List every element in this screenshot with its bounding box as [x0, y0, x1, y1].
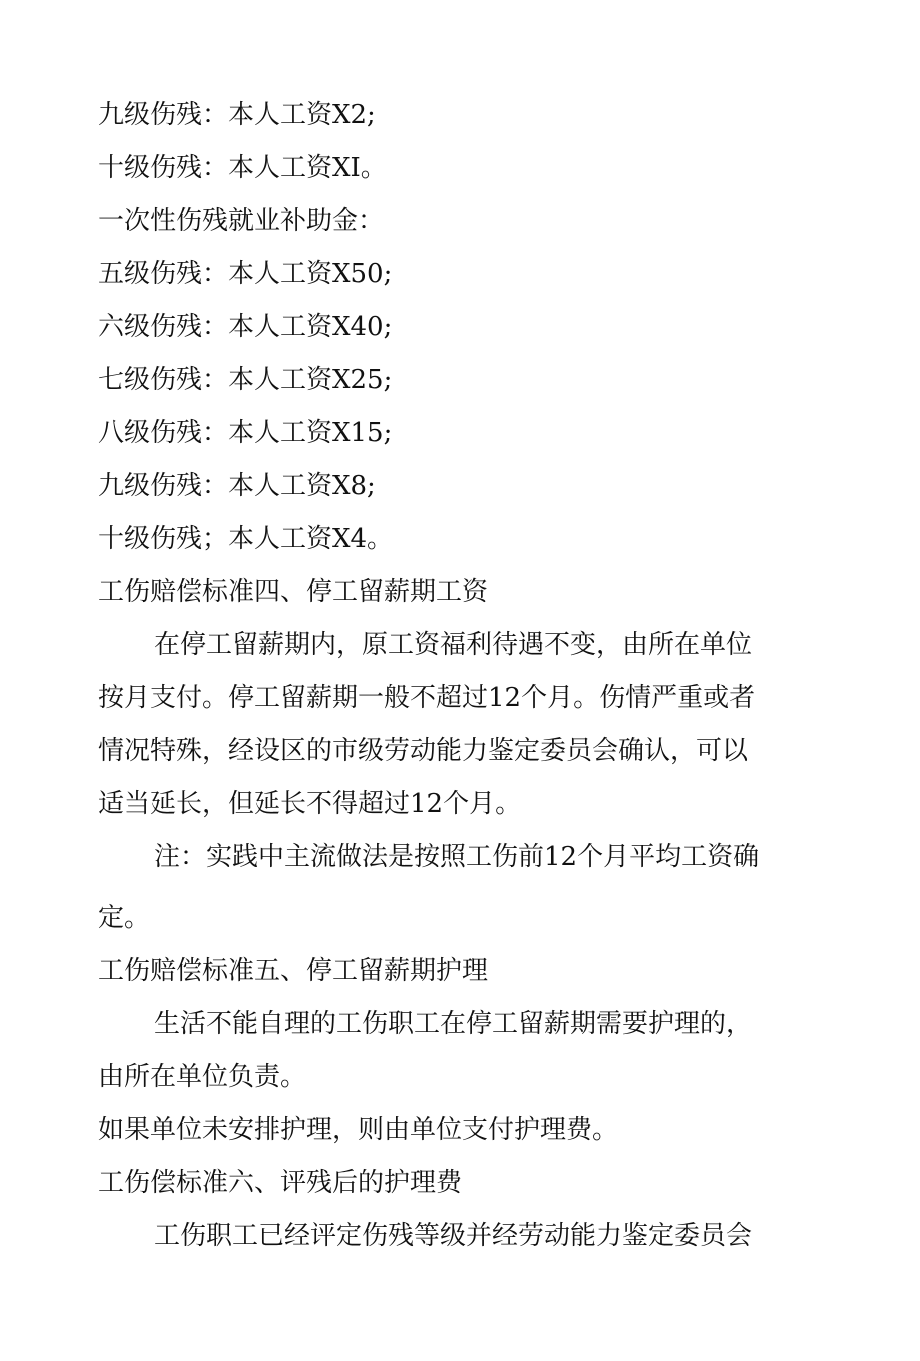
paragraph-line: 生活不能自理的工伤职工在停工留薪期需要护理的，	[154, 1009, 753, 1039]
text-line: 十级伤残；本人工资X4。	[98, 524, 394, 554]
paragraph-line: 如果单位未安排护理，则由单位支付护理费。	[98, 1115, 619, 1145]
text-line: 七级伤残：本人工资X25;	[98, 365, 393, 395]
section-heading: 工伤赔偿标准四、停工留薪期工资	[98, 577, 489, 607]
paragraph-line: 工伤职工已经评定伤残等级并经劳动能力鉴定委员会	[154, 1221, 753, 1251]
text-line: 一次性伤残就业补助金：	[98, 206, 385, 236]
paragraph-line: 由所在单位负责。	[98, 1062, 307, 1092]
paragraph-line: 情况特殊，经设区的市级劳动能力鉴定委员会确认，可以	[98, 736, 749, 766]
text-line: 九级伤残：本人工资X8;	[98, 471, 376, 501]
paragraph-line: 按月支付。停工留薪期一般不超过12个月。伤情严重或者	[98, 683, 756, 713]
paragraph-line: 适当延长，但延长不得超过12个月。	[98, 789, 522, 819]
paragraph-line: 在停工留薪期内，原工资福利待遇不变，由所在单位	[154, 630, 753, 660]
note-line: 注：实践中主流做法是按照工伤前12个月平均工资确	[154, 842, 760, 872]
note-line: 定。	[98, 903, 151, 933]
section-heading: 工伤偿标准六、评残后的护理费	[98, 1168, 463, 1198]
text-line: 九级伤残：本人工资X2;	[98, 100, 376, 130]
text-line: 八级伤残：本人工资X15;	[98, 418, 393, 448]
text-line: 五级伤残：本人工资X50;	[98, 259, 393, 289]
section-heading: 工伤赔偿标准五、停工留薪期护理	[98, 956, 489, 986]
text-line: 十级伤残：本人工资XI。	[98, 153, 387, 183]
text-line: 六级伤残：本人工资X40;	[98, 312, 393, 342]
